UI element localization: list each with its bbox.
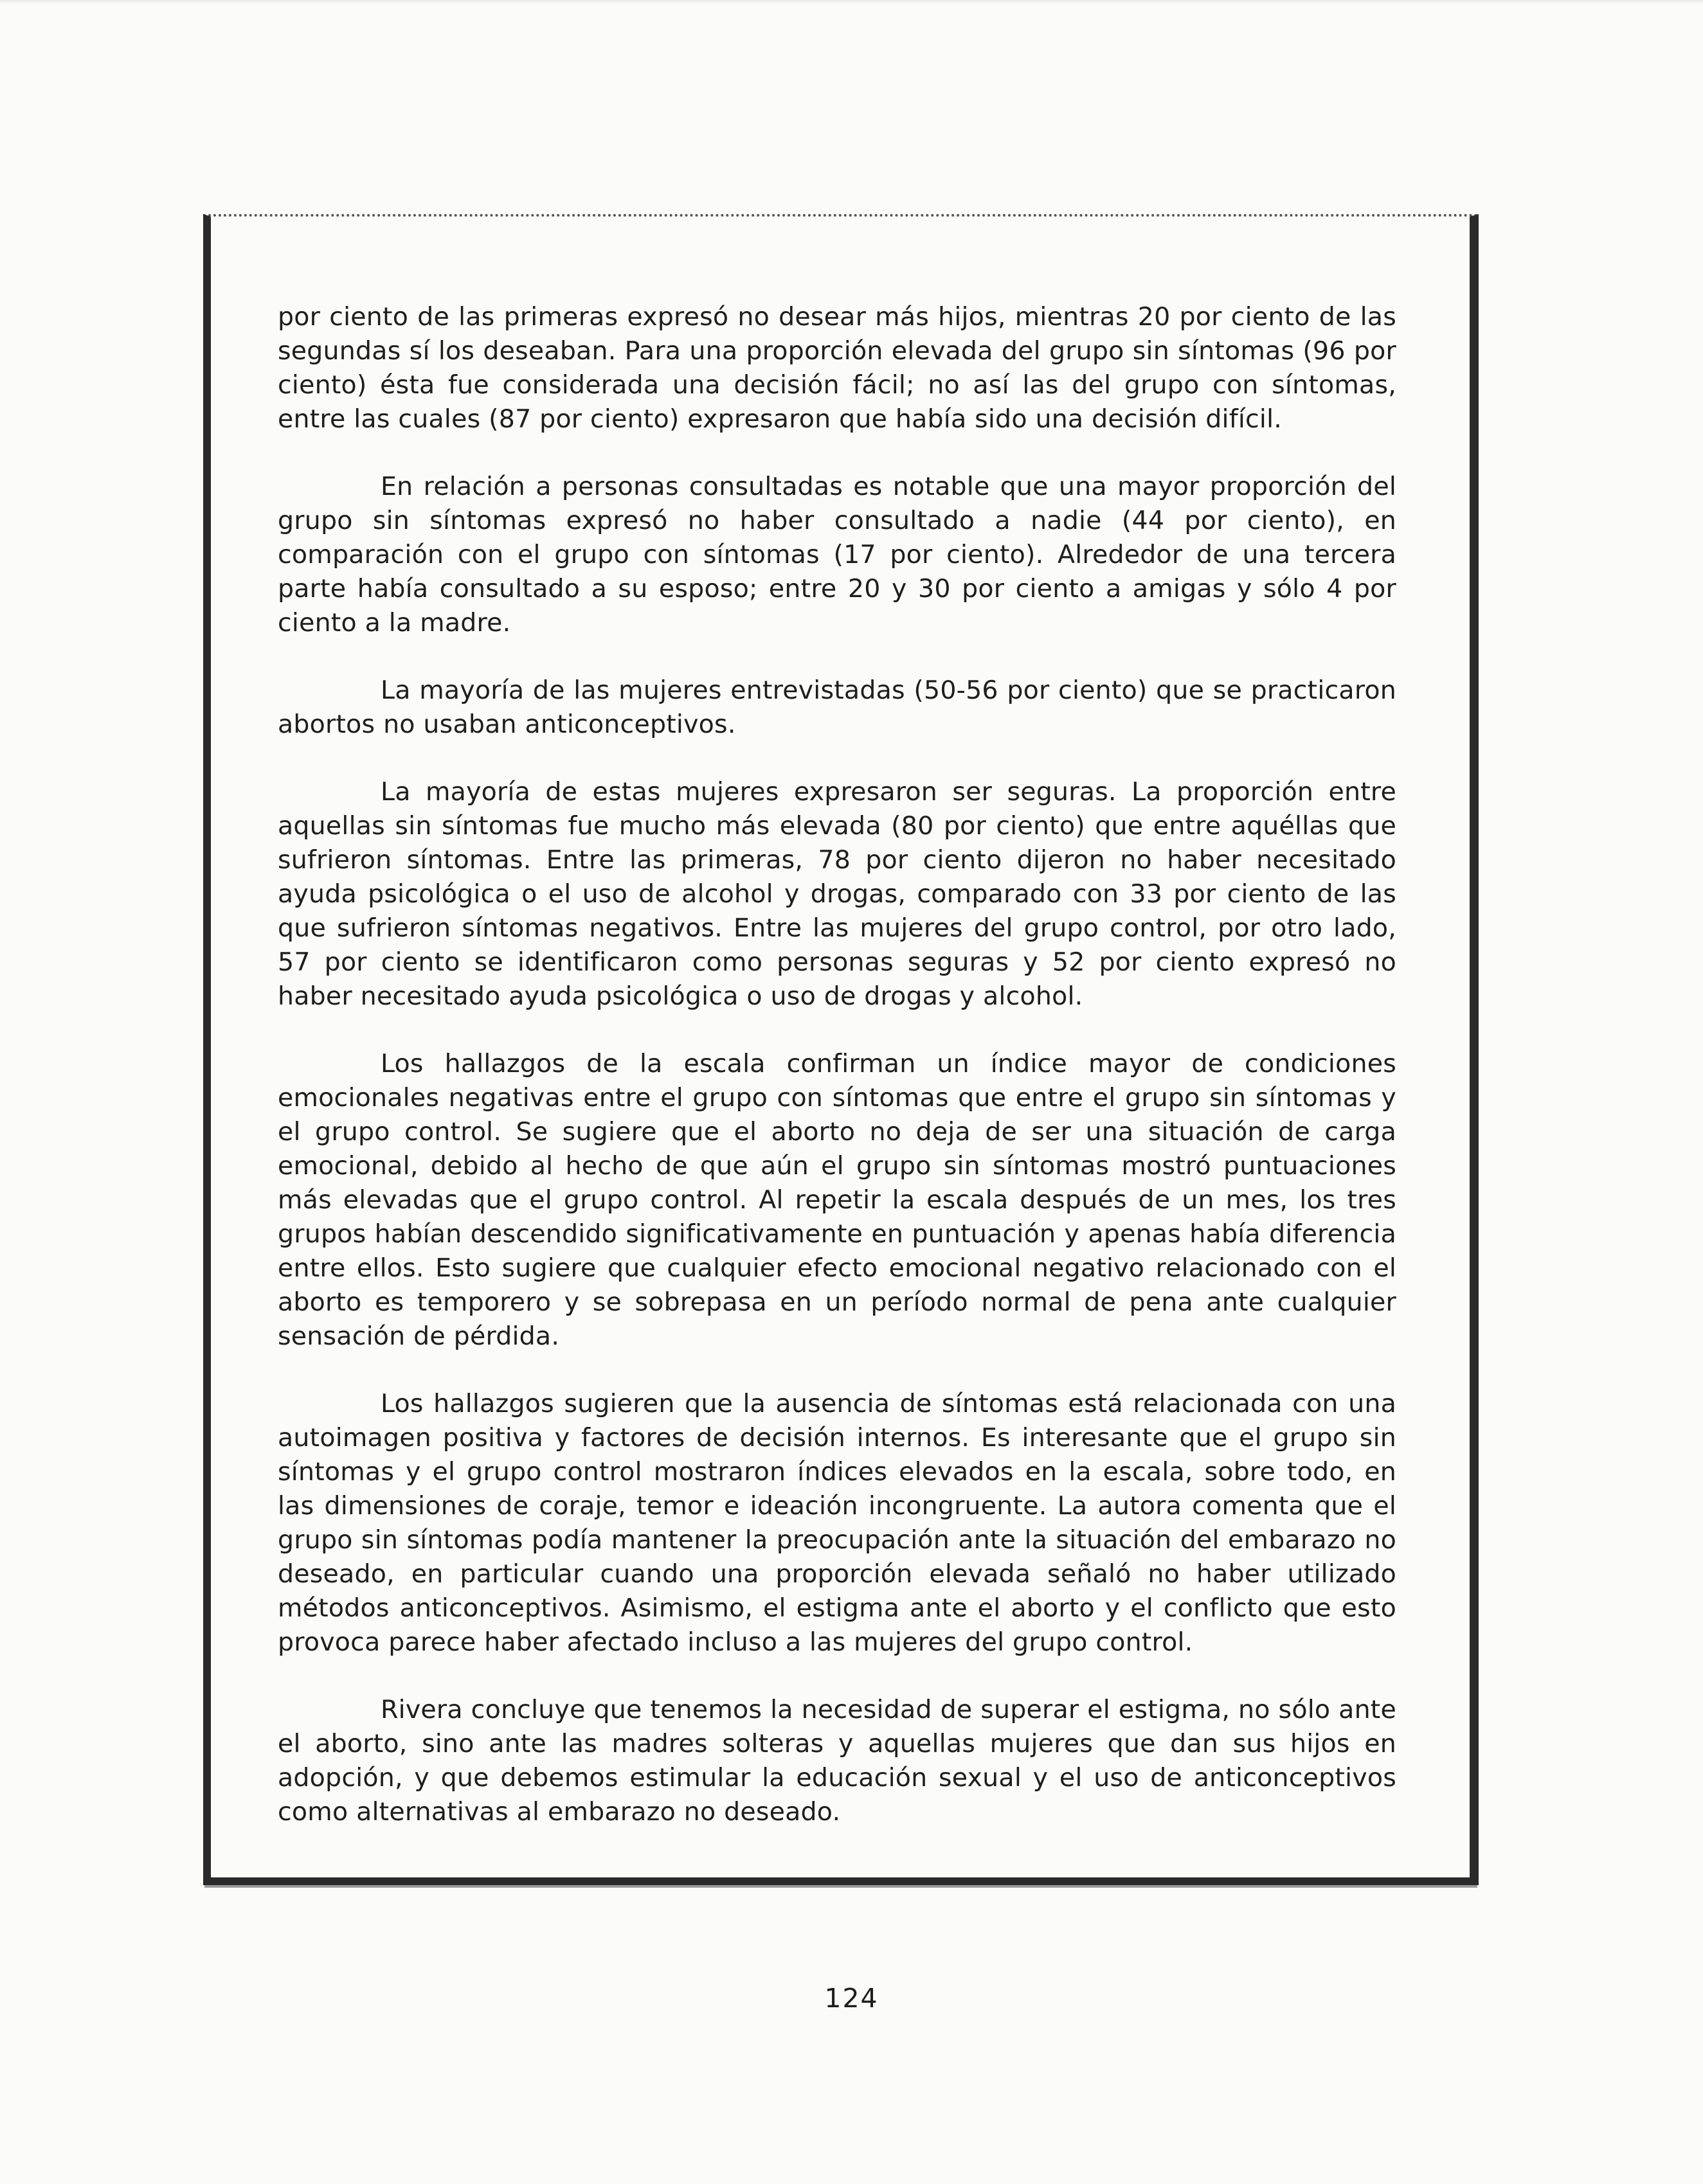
scan-edge (0, 0, 1703, 4)
paragraph-continuation: por ciento de las primeras expresó no desear más hijos, mientras 20 por ciento de las segundas sí los deseaban. Para una proporción elevada del grupo sin síntomas (96 por ciento) ésta fue considerada una decisión fácil; no así las del grupo con síntomas, entre las cuales (87 por ciento) expresaron que había sido una decisión difícil. (278, 302, 1396, 434)
text-frame (203, 214, 1479, 1885)
page-number: 124 (824, 1983, 879, 2014)
paragraph-self-image: Los hallazgos sugieren que la ausencia de síntomas está relacionada con una autoimagen positiva y factores de decisión internos. Es interesante que el grupo sin síntomas y el grupo control mostraron índices elevados en la escala, sobre todo, en las dimensiones de coraje, temor e ideación incongruente. La autora comenta que el grupo sin síntomas podía mantener la preocupación ante la situación del embarazo no deseado, en particular cuando una proporción elevada señaló no haber utilizado métodos anticonceptivos. Asimismo, el estigma ante el aborto y el conflicto que esto provoca parece haber afectado incluso a las mujeres del grupo control. (278, 1389, 1396, 1657)
paragraph-consultations: En relación a personas consultadas es notable que una mayor proporción del grupo sin síntomas expresó no haber consultado a nadie (44 por ciento), en comparación con el grupo con síntomas (17 por ciento). Alrededor de una tercera parte había consultado a su esposo; entre 20 y 30 por ciento a amigas y sólo 4 por ciento a la madre. (278, 472, 1396, 638)
paragraph-security: La mayoría de estas mujeres expresaron ser seguras. La proporción entre aquellas sin síntomas fue mucho más elevada (80 por ciento) que entre aquéllas que sufrieron síntomas. Entre las primeras, 78 por ciento dijeron no haber necesitado ayuda psicológica o el uso de alcohol y drogas, comparado con 33 por ciento de las que sufrieron síntomas negativos. Entre las mujeres del grupo control, por otro lado, 57 por ciento se identificaron como personas seguras y 52 por ciento expresó no haber necesitado ayuda psicológica o uso de drogas y alcohol. (278, 777, 1396, 1011)
body-text (278, 300, 1396, 1863)
paragraph-conclusion: Rivera concluye que tenemos la necesidad de superar el estigma, no sólo ante el aborto, sino ante las madres solteras y aquellas mujeres que dan sus hijos en adopción, y que debemos estimular la educación sexual y el uso de anticonceptivos como alternativas al embarazo no deseado. (278, 1695, 1396, 1827)
paragraph-contraceptives: La mayoría de las mujeres entrevistadas (50-56 por ciento) que se practicaron abortos no usaban anticonceptivos. (278, 676, 1396, 739)
paragraph-scale-findings: Los hallazgos de la escala confirman un índice mayor de condiciones emocionales negativas entre el grupo con síntomas que entre el grupo sin síntomas y el grupo control. Se sugiere que el aborto no deja de ser una situación de carga emocional, debido al hecho de que aún el grupo sin síntomas mostró puntuaciones más elevadas que el grupo control. Al repetir la escala después de un mes, los tres grupos habían descendido significativamente en puntuación y apenas había diferencia entre ellos. Esto sugiere que cualquier efecto emocional negativo relacionado con el aborto es temporero y se sobrepasa en un período normal de pena ante cualquier sensación de pérdida. (278, 1049, 1396, 1351)
